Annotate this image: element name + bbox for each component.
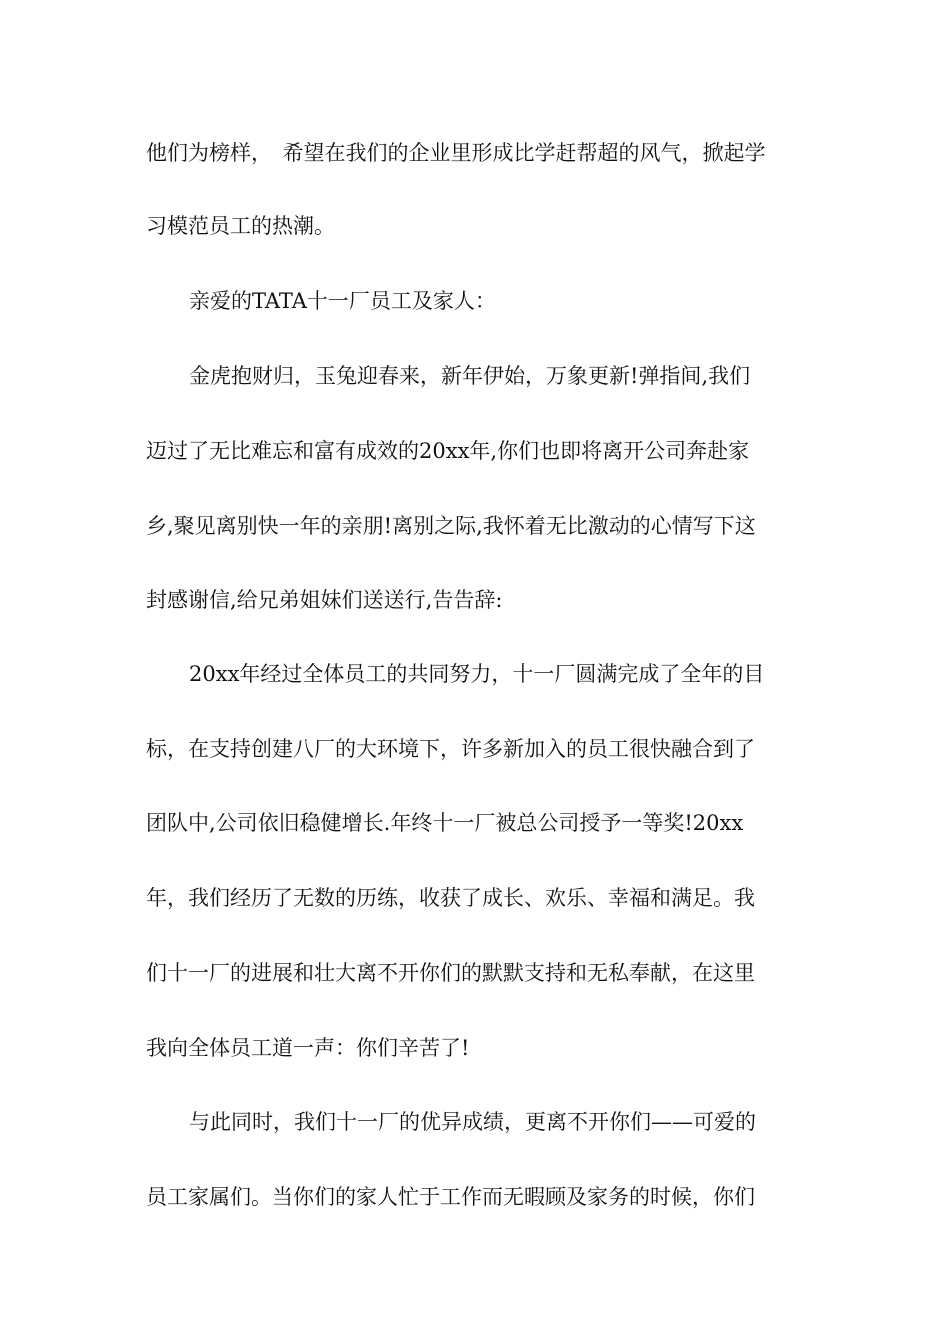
paragraph-line: 封感谢信,给兄弟姐妹们送送行,告告辞: <box>146 588 503 612</box>
paragraph-line: 我向全体员工道一声：你们辛苦了! <box>146 1036 470 1060</box>
paragraph-line: 习模范员工的热潮。 <box>146 214 335 238</box>
paragraph-line: 乡,聚见离别快一年的亲朋!离别之际,我怀着无比激动的心情写下这 <box>146 514 756 538</box>
paragraph-line: 员工家属们。当你们的家人忙于工作而无暇顾及家务的时候，你们 <box>146 1185 755 1209</box>
paragraph-line: 年，我们经历了无数的历练，收获了成长、欢乐、幸福和满足。我 <box>146 886 755 910</box>
paragraph-line: 标，在支持创建八厂的大环境下，许多新加入的员工很快融合到了 <box>146 737 755 761</box>
salutation: 亲爱的TATA十一厂员工及家人： <box>189 289 496 313</box>
paragraph-line: 迈过了无比难忘和富有成效的20xx年,你们也即将离开公司奔赴家 <box>146 439 750 463</box>
paragraph-line: 团队中,公司依旧稳健增长.年终十一厂被总公司授予一等奖!20xx <box>146 811 744 835</box>
paragraph-line: 他们为榜样， 希望在我们的企业里形成比学赶帮超的风气，掀起学 <box>146 141 766 165</box>
paragraph-line: 金虎抱财归，玉兔迎春来，新年伊始，万象更新!弹指间,我们 <box>189 364 751 388</box>
paragraph-line: 20xx年经过全体员工的共同努力，十一厂圆满完成了全年的目 <box>189 662 765 686</box>
paragraph-line: 与此同时，我们十一厂的优异成绩，更离不开你们——可爱的 <box>189 1110 756 1134</box>
paragraph-line: 们十一厂的进展和壮大离不开你们的默默支持和无私奉献，在这里 <box>146 961 755 985</box>
